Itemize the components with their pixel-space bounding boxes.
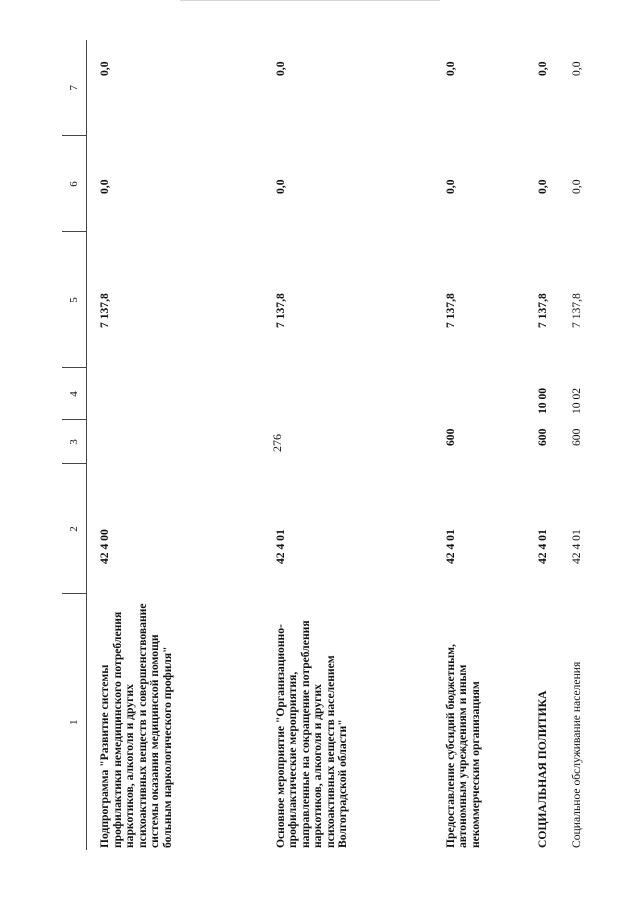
row-expense-type: [87, 420, 263, 464]
row-value-6: 0,0: [535, 179, 549, 194]
row-amount: 7 137,8: [273, 293, 287, 328]
row-expense-type: 600: [443, 428, 457, 446]
row-amount: 7 137,8: [443, 293, 457, 328]
row-amount: 7 137,8: [98, 293, 111, 328]
row-name: СОЦИАЛЬНАЯ ПОЛИТИКА: [535, 690, 549, 848]
row-code: 42 4 01: [535, 529, 549, 564]
row-code: 42 4 01: [569, 529, 583, 564]
row-amount: 7 137,8: [569, 293, 583, 328]
scan-edge-line: [180, 0, 440, 1]
header-col-7: 7: [62, 40, 87, 136]
row-section: [263, 368, 433, 420]
row-section: [433, 368, 525, 420]
table-row: [559, 40, 593, 850]
row-value-6: 0,0: [443, 179, 457, 194]
row-value-7: 0,0: [273, 61, 287, 76]
row-section: 10 00: [535, 387, 549, 414]
row-amount: 7 137,8: [535, 293, 549, 328]
header-col-6: 6: [62, 136, 87, 232]
table-row: [263, 40, 433, 850]
row-name: Основное мероприятие "Организационно-профилактические мероприятия, направленные на сокращение потребления наркотиков, алкоголя и других психоактивных веществ населением Волгоградской области": [273, 620, 350, 848]
row-value-6: 0,0: [98, 179, 111, 194]
rotated-page-content: [62, 40, 602, 850]
row-value-6: 0,0: [569, 179, 583, 194]
row-code: 42 4 00: [98, 529, 111, 564]
row-expense-type: [263, 420, 433, 464]
row-value-7: 0,0: [443, 61, 457, 76]
row-code: 42 4 01: [443, 529, 457, 564]
row-name: Предоставление субсидий бюджетным, автономным учреждениям и иным некоммерческим организациям: [443, 644, 482, 848]
row-name: Подпрограмма "Развитие системы профилактики немедицинского потребления наркотиков, алкоголя и других психоактивных веществ и совершенствование системы оказания медицинской помощи больным наркологического профиля": [98, 603, 174, 848]
table-row: [525, 40, 559, 850]
row-value-6: 0,0: [273, 179, 287, 194]
table-row: [433, 40, 525, 850]
row-value-7: 0,0: [98, 61, 111, 76]
header-col-4: 4: [62, 368, 87, 420]
table-header-row: [62, 40, 87, 850]
row-code: 42 4 01: [273, 529, 287, 564]
header-col-5: 5: [62, 232, 87, 368]
row-expense-type: 600: [535, 428, 549, 446]
row-expense-type: 600: [569, 428, 583, 446]
row-value-7: 0,0: [535, 61, 549, 76]
table-row: [87, 40, 263, 850]
row-section: 10 02: [569, 387, 583, 414]
budget-table: [62, 40, 593, 850]
header-col-2: 2: [62, 464, 87, 594]
header-col-3: 3: [62, 420, 87, 464]
row-value-7: 0,0: [569, 61, 583, 76]
row-name: Социальное обслуживание населения: [569, 661, 583, 848]
page-number: 276: [270, 434, 284, 452]
row-section: [87, 368, 263, 420]
header-col-1: 1: [62, 594, 87, 850]
